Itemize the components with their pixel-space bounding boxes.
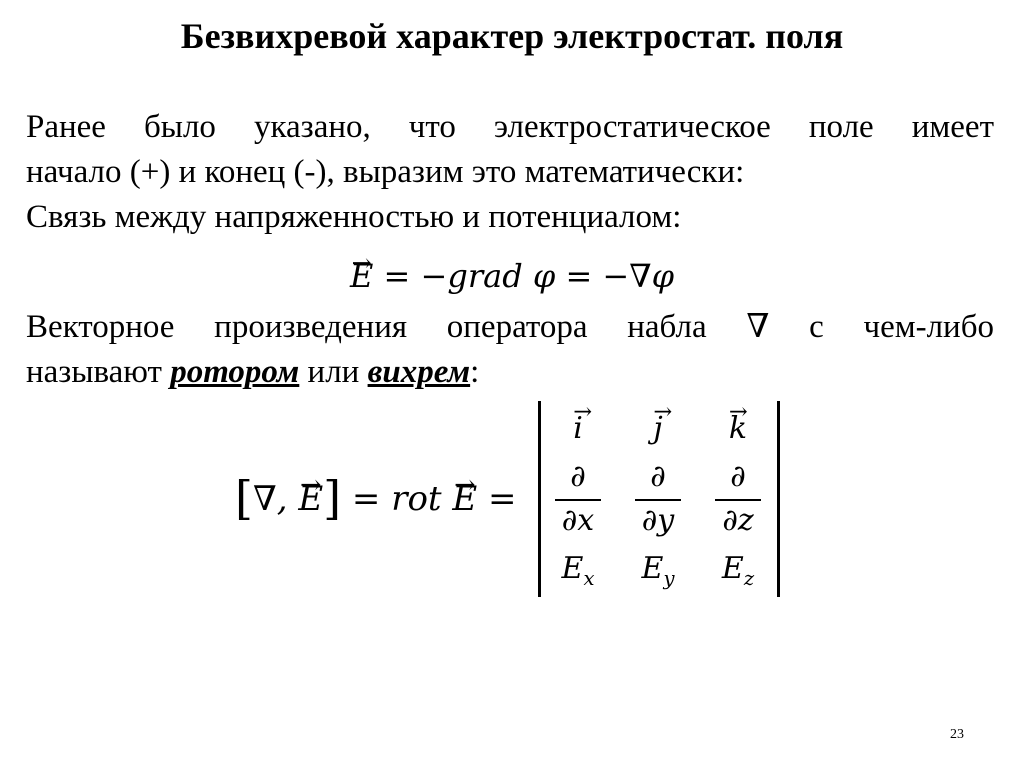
fraction-bar [715,499,761,501]
rot-prefix: ∇, [252,479,299,519]
det-cell-k [703,411,773,446]
component-sub-y: y [663,566,675,590]
term-rotor: ротором [170,354,300,390]
right-bracket: ] [323,471,342,525]
det-cell-j [623,411,693,446]
rot-equation-lhs [235,471,517,525]
rot-equals: = [477,479,517,519]
body-line-5-mid: или [307,354,360,390]
page-number: 23 [950,727,964,742]
partial-numerator: ∂ [650,459,666,494]
body-text [26,105,994,240]
vector-e-3: → E [452,477,477,521]
gradient-equation-rest: = −grad φ = −∇φ [373,257,674,295]
component-sub-z: z [743,566,755,590]
fraction-bar [635,499,681,501]
partial-numerator: ∂ [730,459,746,494]
component-base: E [561,551,584,586]
body-line-5-text: называют [26,354,162,390]
slide-title: Безвихревой характер электростат. поля [180,16,844,56]
component-base: E [641,551,664,586]
component-sub-x: x [583,566,595,590]
term-vortex: вихрем [367,354,471,390]
partial-denominator-z: ∂z [722,503,754,538]
vector-e-2: → E [298,477,323,521]
body-line-3: Связь между напряженностью и потенциалом: [26,199,682,235]
component-base: E [721,551,744,586]
partial-numerator: ∂ [570,459,586,494]
gradient-equation [0,254,1024,298]
body-line-5-end: : [470,354,480,390]
partial-denominator-x: ∂x [561,503,595,538]
body-line-2: начало (+) и конец (-), выразим это математически: [26,154,745,190]
vector-e: → E [350,254,373,298]
fraction-bar [555,499,601,501]
unit-vector-i: → i [573,411,583,446]
body-line-5 [26,350,994,395]
rot-mid: = rot [341,479,453,519]
body-line-1: Ранее было указано, что электростатическое поле имеет [26,109,994,145]
det-cell-ey [623,551,693,590]
body-text-2 [26,303,994,395]
det-cell-i [543,411,613,446]
det-fraction-y [623,459,693,545]
body-line-4-tail: с чем-либо [809,309,995,345]
det-fraction-z [703,459,773,545]
body-line-4-text: Векторное произведения оператора набла [26,309,707,345]
left-bracket: [ [235,471,253,525]
det-fraction-x [543,459,613,545]
det-cell-ez [703,551,773,590]
partial-denominator-y: ∂y [641,503,675,538]
body-line-4 [26,303,994,350]
nabla-symbol: ∇ [746,306,770,345]
unit-vector-k: → k [729,411,747,446]
unit-vector-j: → j [653,411,662,446]
determinant [538,401,780,597]
det-cell-ex [543,551,613,590]
